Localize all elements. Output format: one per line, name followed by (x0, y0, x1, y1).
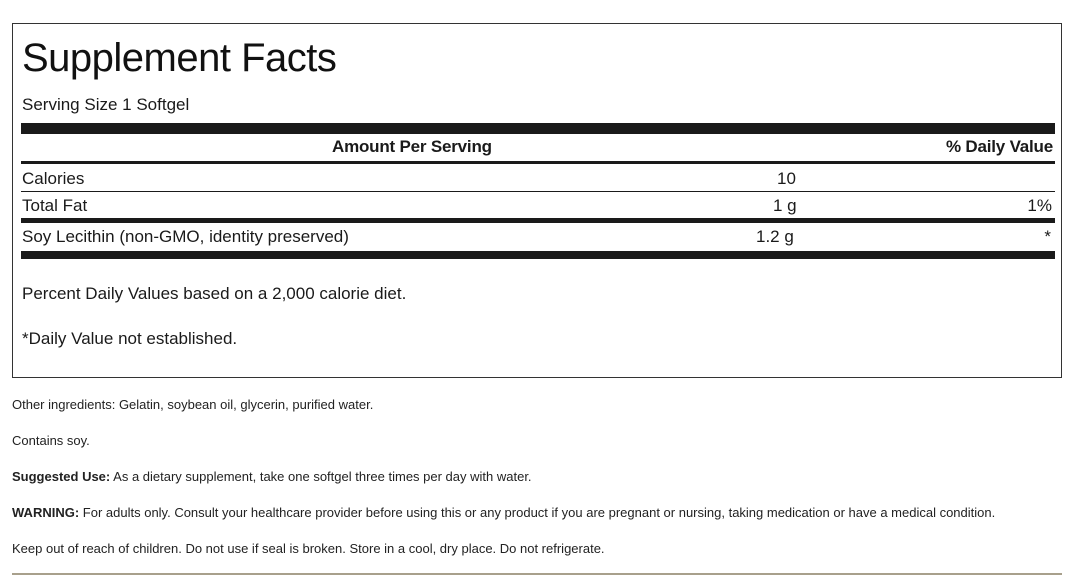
header-daily-value: % Daily Value (945, 137, 1053, 156)
daily-value-footnote: Percent Daily Values based on a 2,000 calorie diet. (22, 284, 407, 303)
row-divider (21, 191, 1055, 192)
header-amount-per-serving: Amount Per Serving (332, 137, 492, 156)
suggested-use (12, 469, 532, 484)
row-total-fat-name: Total Fat (22, 196, 88, 215)
warning-label: WARNING: (12, 505, 80, 520)
header-divider (21, 161, 1055, 164)
row-total-fat-dv: 1% (1027, 196, 1052, 215)
supplement-facts-panel (12, 23, 1062, 378)
row-calories-name: Calories (22, 169, 85, 188)
thick-divider-top (21, 123, 1055, 134)
suggested-use-text: As a dietary supplement, take one softgel three times per day with water. (113, 469, 532, 484)
serving-size: Serving Size 1 Softgel (22, 95, 190, 114)
panel-title: Supplement Facts (22, 36, 337, 80)
bottom-divider (12, 573, 1062, 575)
not-established-footnote: *Daily Value not established. (22, 329, 238, 348)
row-calories-amount: 10 (777, 169, 796, 188)
allergen-statement: Contains soy. (12, 433, 90, 448)
row-soy-lecithin-amount: 1.2 g (756, 227, 794, 246)
warning (12, 505, 995, 520)
row-soy-lecithin-name: Soy Lecithin (non-GMO, identity preserved) (22, 227, 349, 246)
thick-row-divider (21, 218, 1055, 223)
row-total-fat-amount: 1 g (773, 196, 797, 215)
row-soy-lecithin-dv: * (1044, 227, 1051, 246)
other-ingredients: Other ingredients: Gelatin, soybean oil, glycerin, purified water. (12, 397, 374, 412)
thick-divider-bottom (21, 251, 1055, 259)
warning-text: For adults only. Consult your healthcare provider before using this or any product if you are pregnant or nursing, taking medication or have a medical condition. (82, 505, 996, 520)
suggested-use-label: Suggested Use: (12, 469, 111, 484)
storage-instructions: Keep out of reach of children. Do not use if seal is broken. Store in a cool, dry place. Do not refrigerate. (12, 541, 605, 556)
